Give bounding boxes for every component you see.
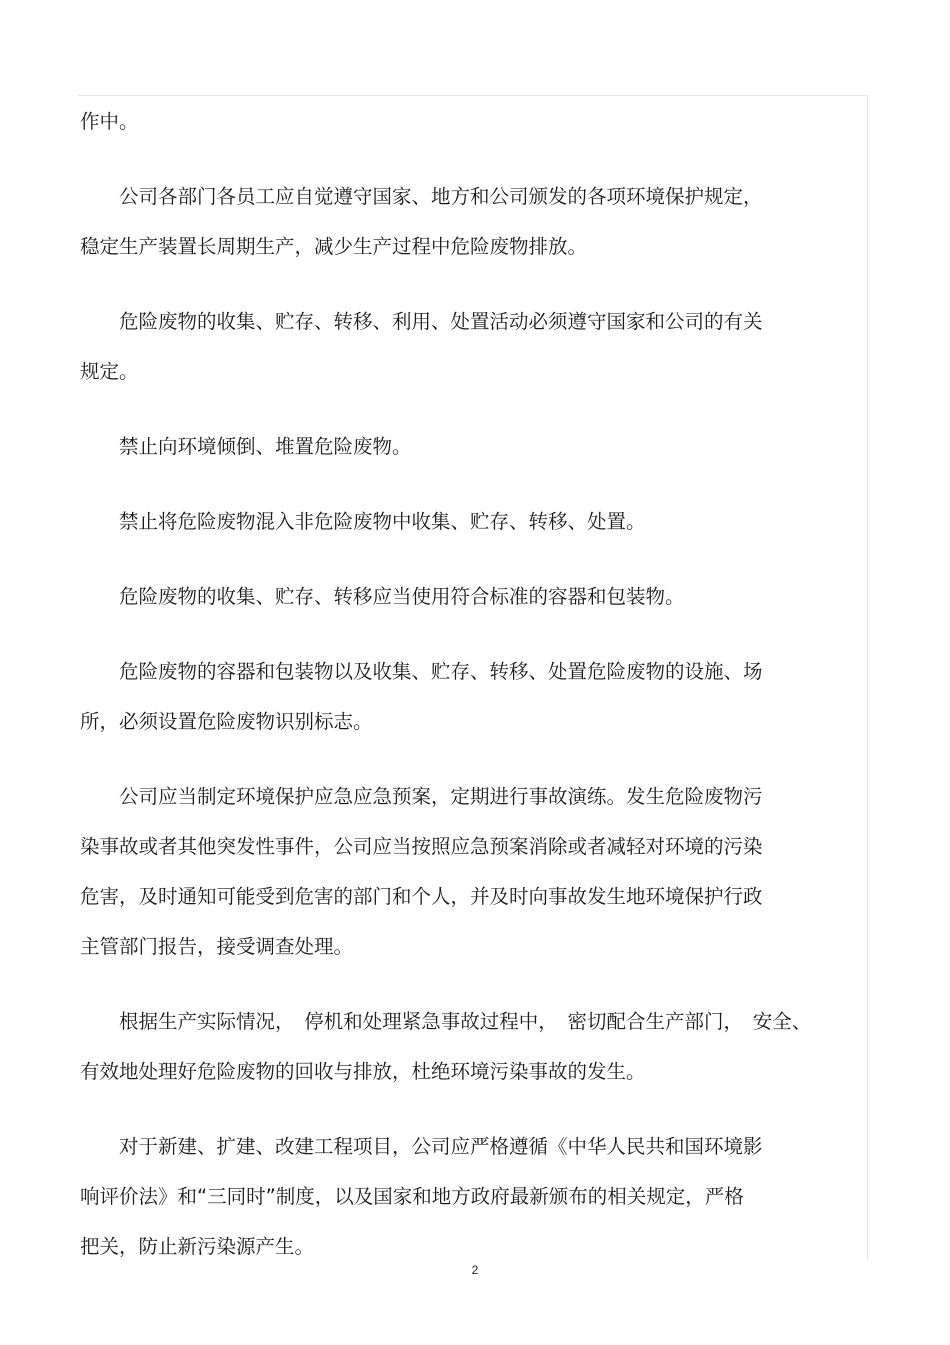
text-line: 把关，防止新污染源产生。 [80, 1235, 315, 1258]
paragraph-10 [80, 1122, 860, 1272]
text-line: 所，必须设置危险废物识别标志。 [80, 710, 373, 733]
text-line: 公司各部门各员工应自觉遵守国家、地方和公司颁发的各项环境保护规定， [80, 185, 763, 208]
paragraph-3 [80, 297, 860, 397]
paragraph-5 [80, 497, 860, 547]
text-line: 规定。 [80, 360, 139, 383]
paragraph-8 [80, 772, 860, 972]
text-line: 危险废物的收集、贮存、转移应当使用符合标准的容器和包装物。 [80, 585, 685, 608]
text-line: 有效地处理好危险废物的回收与排放，杜绝环境污染事故的发生。 [80, 1060, 646, 1083]
text-line: 稳定生产装置长周期生产，减少生产过程中危险废物排放。 [80, 235, 588, 258]
text-line: 主管部门报告，接受调查处理。 [80, 935, 354, 958]
paragraph-6 [80, 572, 860, 622]
text-line: 危险废物的收集、贮存、转移、利用、处置活动必须遵守国家和公司的有关 [80, 310, 763, 333]
paragraph-1 [80, 97, 860, 147]
document-body [80, 97, 860, 1297]
paragraph-7 [80, 647, 860, 747]
paragraph-2 [80, 172, 860, 272]
text-line: 染事故或者其他突发性事件，公司应当按照应急预案消除或者减轻对环境的污染 [80, 835, 763, 858]
text-line: 危害，及时通知可能受到危害的部门和个人，并及时向事故发生地环境保护行政 [80, 885, 763, 908]
page-number: 2 [471, 1263, 479, 1277]
text-line: 根据生产实际情况， 停机和处理紧急事故过程中， 密切配合生产部门， 安全、 [80, 1010, 812, 1033]
text-line: 对于新建、扩建、改建工程项目，公司应严格遵循《中华人民共和国环境影 [80, 1135, 763, 1158]
text-line: 公司应当制定环境保护应急应急预案，定期进行事故演练。发生危险废物污 [80, 785, 763, 808]
text-line: 禁止向环境倾倒、堆置危险废物。 [80, 435, 412, 458]
paragraph-9 [80, 997, 860, 1097]
text-line: 作中。 [80, 110, 139, 133]
text-line: 响评价法》和“三同时”制度，以及国家和地方政府最新颁布的相关规定，严格 [80, 1185, 744, 1208]
paragraph-4 [80, 422, 860, 472]
text-line: 危险废物的容器和包装物以及收集、贮存、转移、处置危险废物的设施、场 [80, 660, 763, 683]
text-line: 禁止将危险废物混入非危险废物中收集、贮存、转移、处置。 [80, 510, 646, 533]
